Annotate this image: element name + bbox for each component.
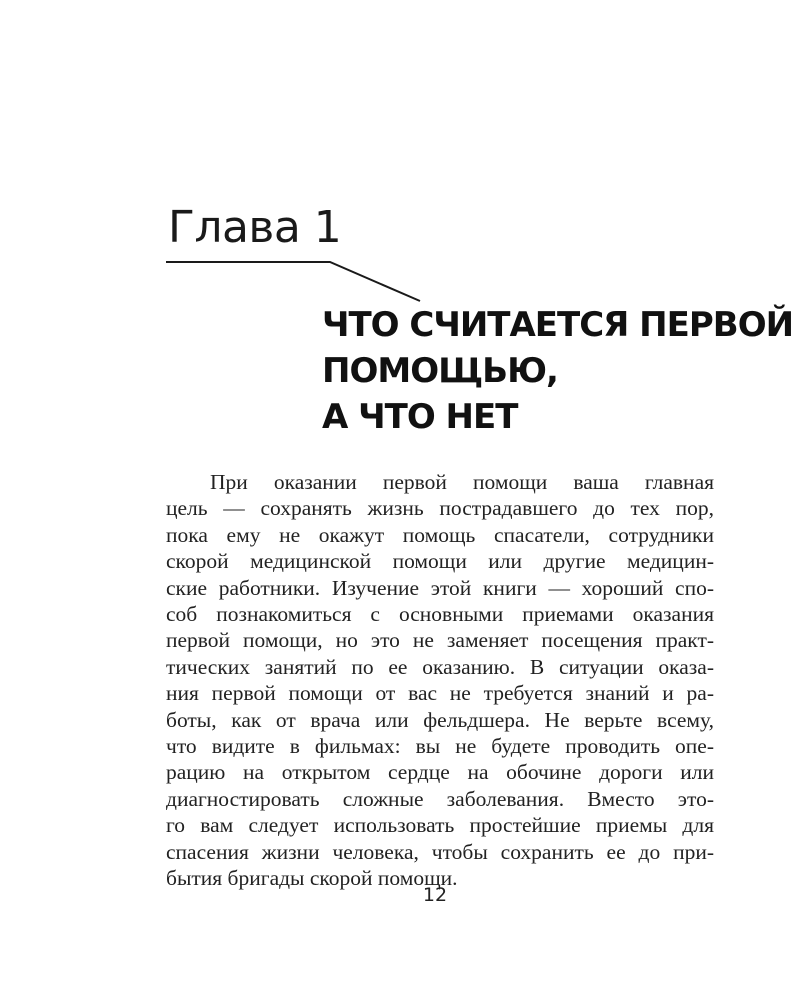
paragraph-line: соб познакомиться с основными приемами оказания: [166, 602, 714, 627]
chapter-underline-connector: [0, 0, 800, 320]
chapter-title-line: ЧТО СЧИТАЕТСЯ ПЕРВОЙ: [322, 305, 794, 345]
paragraph-line: первой помощи, но это не заменяет посещения практ-: [166, 628, 714, 653]
paragraph-line: боты, как от врача или фельдшера. Не верьте всему,: [166, 707, 714, 732]
paragraph-line: что видите в фильмах: вы не будете проводить опе-: [166, 734, 714, 759]
paragraph-line: ские работники. Изучение этой книги — хороший спо-: [166, 575, 714, 600]
chapter-title-line: ПОМОЩЬЮ,: [322, 351, 558, 391]
body-paragraph: [166, 469, 714, 892]
paragraph-line: диагностировать сложные заболевания. Вместо это-: [166, 786, 714, 811]
paragraph-line: го вам следует использовать простейшие приемы для: [166, 813, 714, 838]
paragraph-line: ния первой помощи от вас не требуется знаний и ра-: [166, 681, 714, 706]
paragraph-line: цель — сохранять жизнь пострадавшего до тех пор,: [166, 496, 714, 521]
chapter-label: Глава 1: [168, 202, 342, 253]
paragraph-line: рацию на открытом сердце на обочине дороги или: [166, 760, 714, 785]
paragraph-line: тических занятий по ее оказанию. В ситуации оказа-: [166, 654, 714, 679]
paragraph-line: спасения жизни человека, чтобы сохранить ее до при-: [166, 839, 714, 864]
chapter-title-line: А ЧТО НЕТ: [322, 397, 518, 437]
paragraph-line: При оказании первой помощи ваша главная: [210, 470, 714, 494]
page-number: 12: [422, 884, 448, 906]
paragraph-line: пока ему не окажут помощь спасатели, сотрудники: [166, 522, 714, 547]
paragraph-line: бытия бригады скорой помощи.: [166, 866, 458, 891]
paragraph-line: скорой медицинской помощи или другие медицин-: [166, 549, 714, 574]
chapter-title: [322, 302, 793, 440]
